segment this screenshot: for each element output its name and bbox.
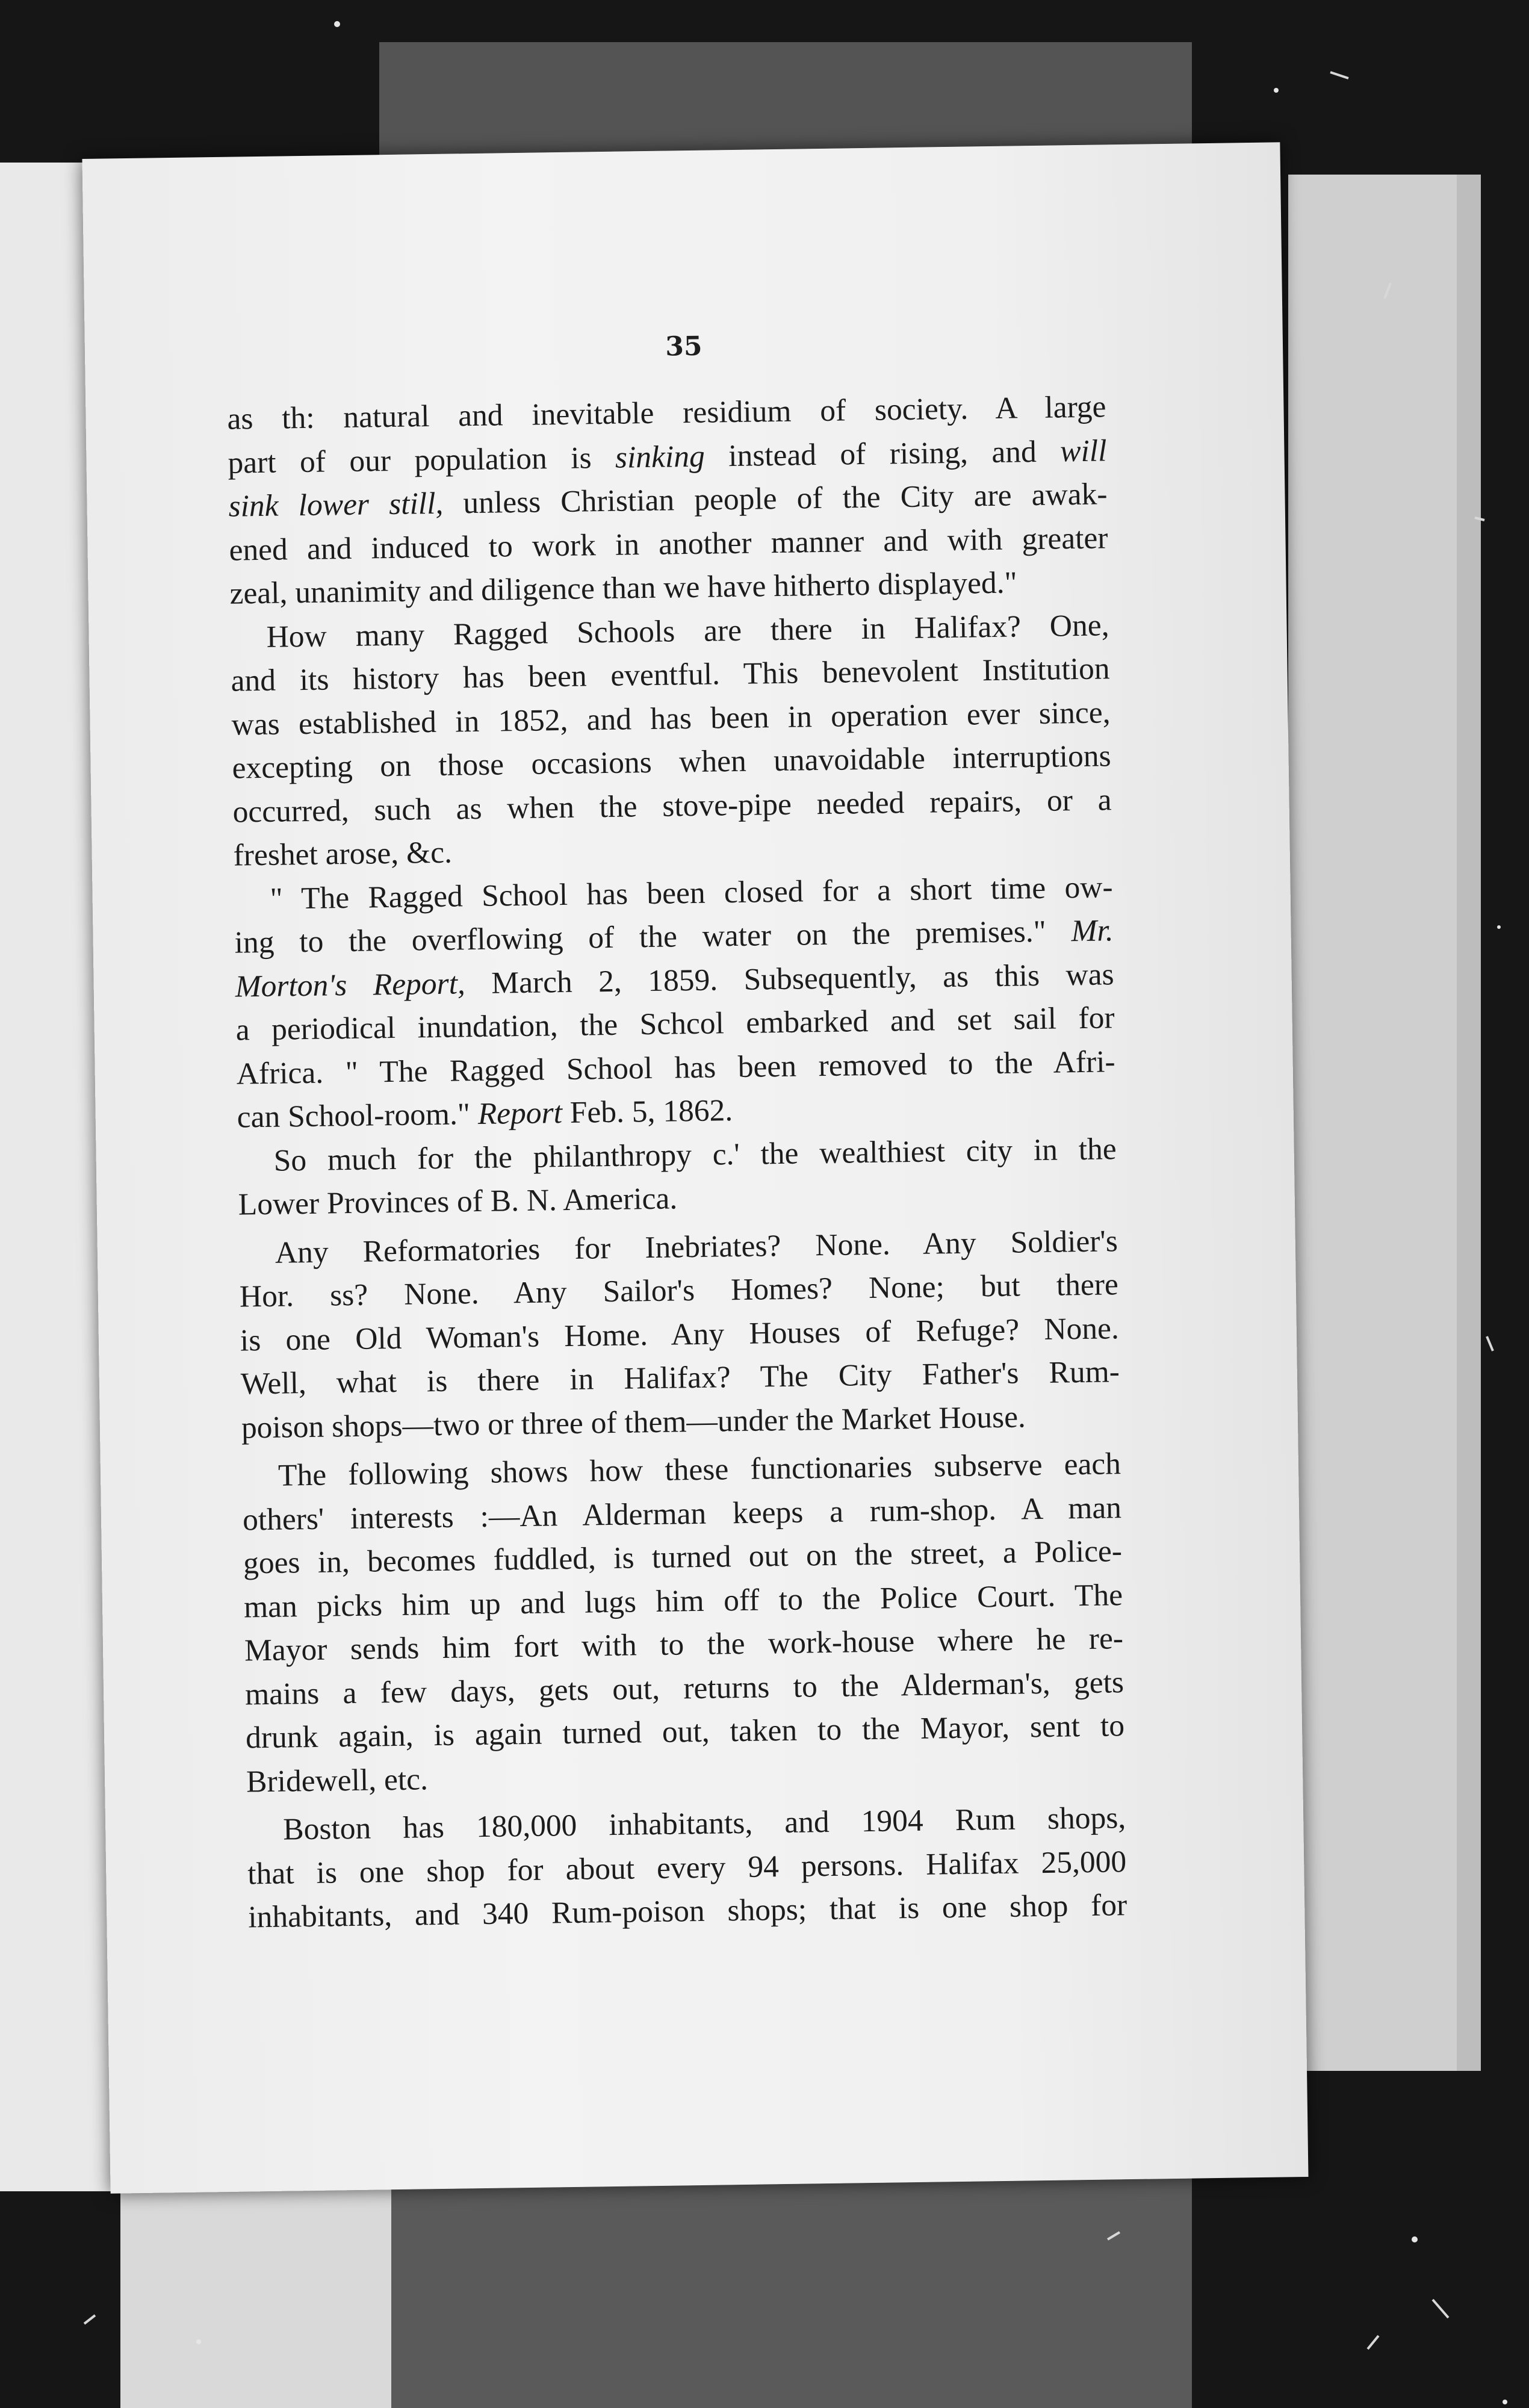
text-line: Well, what is there in Halifax? The City Father's Rum- <box>240 1354 1120 1401</box>
text-line: How many Ragged Schools are there in Halifax? One, <box>266 607 1109 654</box>
book-page <box>82 142 1309 2193</box>
italic-word: sinking <box>615 439 706 475</box>
text-line: and its history has been eventful. This benevolent Institution <box>231 651 1110 698</box>
italic-phrase: sink lower still, <box>228 486 444 524</box>
page-number: 35 <box>665 330 702 362</box>
text-line: The following shows how these functionaries subserve each <box>278 1447 1121 1493</box>
text-line: can School-room." Report Feb. 5, 1862. <box>237 1093 733 1135</box>
text-line: Any Reformatories for Inebriates? None. Any Soldier's <box>274 1223 1118 1270</box>
text-line: goes in, becomes fuddled, is turned out on the street, a Police- <box>243 1534 1123 1581</box>
text-line: freshet arose, &c. <box>233 835 453 873</box>
text-line: Lower Provinces of B. N. America. <box>238 1181 678 1222</box>
text-line: others' interests :—An Alderman keeps a rum-shop. A man <box>242 1490 1122 1538</box>
text-line: mains a few days, gets out, returns to the Alderman's, gets <box>244 1665 1124 1712</box>
text-line: a periodical inundation, the Schcol embarked and set sail for <box>235 1001 1115 1047</box>
text-line: Bridewell, etc. <box>246 1761 429 1799</box>
text-line: " The Ragged School has been closed for a short time ow- <box>270 869 1113 916</box>
text-line: occurred, such as when the stove-pipe needed repairs, or a <box>232 782 1112 830</box>
text-line: part of our population is sinking instead of rising, and will <box>228 433 1107 480</box>
text-line: inhabitants, and 340 Rum-poison shops; that is one shop for <box>247 1888 1127 1935</box>
text-line: is one Old Woman's Home. Any Houses of Refuge? None. <box>240 1311 1120 1358</box>
text-line: Morton's Report, March 2, 1859. Subsequently, as this was <box>235 957 1114 1004</box>
text-line: as th: natural and inevitable residium of society. A large <box>227 389 1106 436</box>
text-line: poison shops—two or three of them—under the Market House. <box>241 1399 1026 1445</box>
page-text <box>227 385 1127 1940</box>
italic-word: Mr. <box>1071 913 1114 949</box>
italic-word: will <box>1059 433 1107 468</box>
text-line: Africa. " The Ragged School has been removed to the Afri- <box>236 1044 1115 1091</box>
text-line: sink lower still, unless Christian people of the City are awak- <box>228 477 1108 524</box>
text-line: Hor. ss? None. Any Sailor's Homes? None; but there <box>239 1267 1119 1314</box>
italic-word: Report <box>477 1096 563 1132</box>
text-line: zeal, unanimity and diligence than we have hitherto displayed." <box>229 565 1017 611</box>
text-line: So much for the philanthropy c.' the wealthiest city in the <box>273 1131 1117 1178</box>
text-line: man picks him up and lugs him off to the Police Court. The <box>243 1577 1123 1625</box>
text-line: drunk again, is again turned out, taken to the Mayor, sent to <box>245 1708 1125 1755</box>
italic-phrase: Morton's Report, <box>235 966 466 1004</box>
text-line: Boston has 180,000 inhabitants, and 1904 Rum shops, <box>282 1801 1126 1847</box>
text-line: Mayor sends him fort with to the work-house where he re- <box>244 1621 1124 1668</box>
text-line: that is one shop for about every 94 persons. Halifax 25,000 <box>247 1844 1127 1891</box>
text-line: ing to the overflowing of the water on the premises." Mr. <box>234 913 1114 960</box>
text-line: excepting on those occasions when unavoidable interruptions <box>232 739 1111 786</box>
text-line: ened and induced to work in another manner and with greater <box>229 520 1108 568</box>
text-line: was established in 1852, and has been in operation ever since, <box>231 695 1111 742</box>
